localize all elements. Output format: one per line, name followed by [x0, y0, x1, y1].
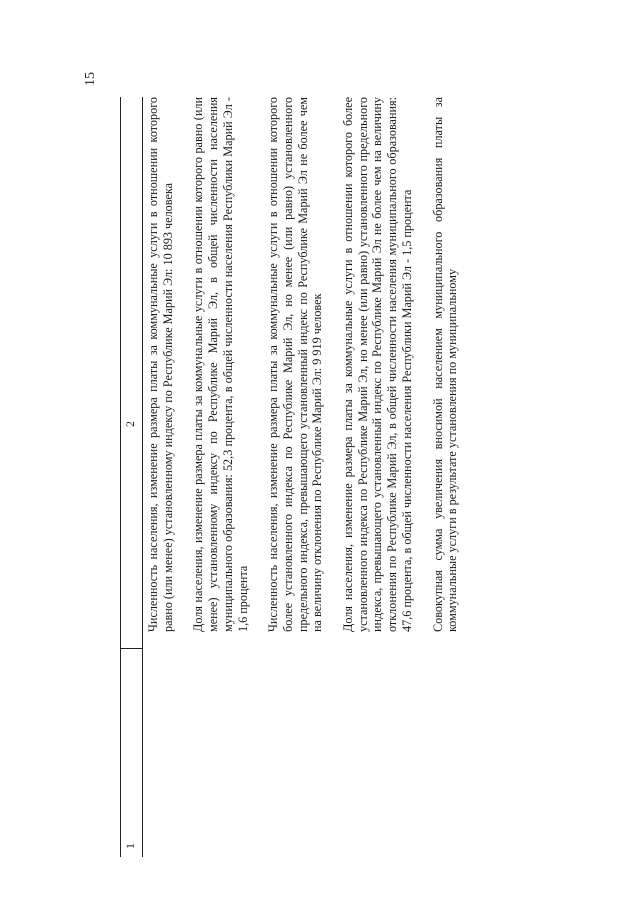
column-header-2: 2: [123, 421, 137, 427]
table-rule-top: [142, 97, 143, 857]
table-row: Численность населения, изменение размера платы за коммунальные услуги в отношении которого более установленного индекса по Республике Марий Эл, но менее (или равно) установленного предельного индекса, превышающего установленный индекс по Республике Марий Эл не более чем на величину отклонения по Республике Марий Эл: 9 919 человек: [266, 97, 325, 632]
page-number: 15: [83, 72, 98, 86]
rotated-table: [123, 97, 582, 857]
table-row: Совокупная сумма увеличения вносимой населением муниципального образования платы за коммунальные услуги в результате установления по муниципальному: [430, 97, 460, 632]
column-header-1: 1: [123, 843, 137, 849]
table-header-rule: [120, 97, 121, 857]
table-content: [146, 97, 476, 632]
table-row: Доля населения, изменение размера платы за коммунальные услуги в отношении которого равно (или менее) установленному индексу по Республике Марий Эл, в общей численности населения муниципального образования: 52,3 процента, в общей численности населения Республики Марий Эл - 1,6 процента: [191, 97, 250, 632]
column-separator: [120, 648, 142, 649]
table-row: Численность населения, изменение размера платы за коммунальные услуги в отношении которого равно (или менее) установленному индексу по Республике Марий Эл: 10 893 человека: [146, 97, 175, 632]
table-row: Доля населения, изменение размера платы за коммунальные услуги в отношении которого более установленного индекса по Республике Марий Эл, но менее (или равно) установленного предельного индекса, превышающего установленный индекс по Республике Марий Эл не более чем на величину отклонения по Республике Марий Эл, в общей численности населения муниципального образования: 47,6 процента, в общей численности населения Республики Марий Эл - 1,5 процента: [341, 97, 414, 632]
